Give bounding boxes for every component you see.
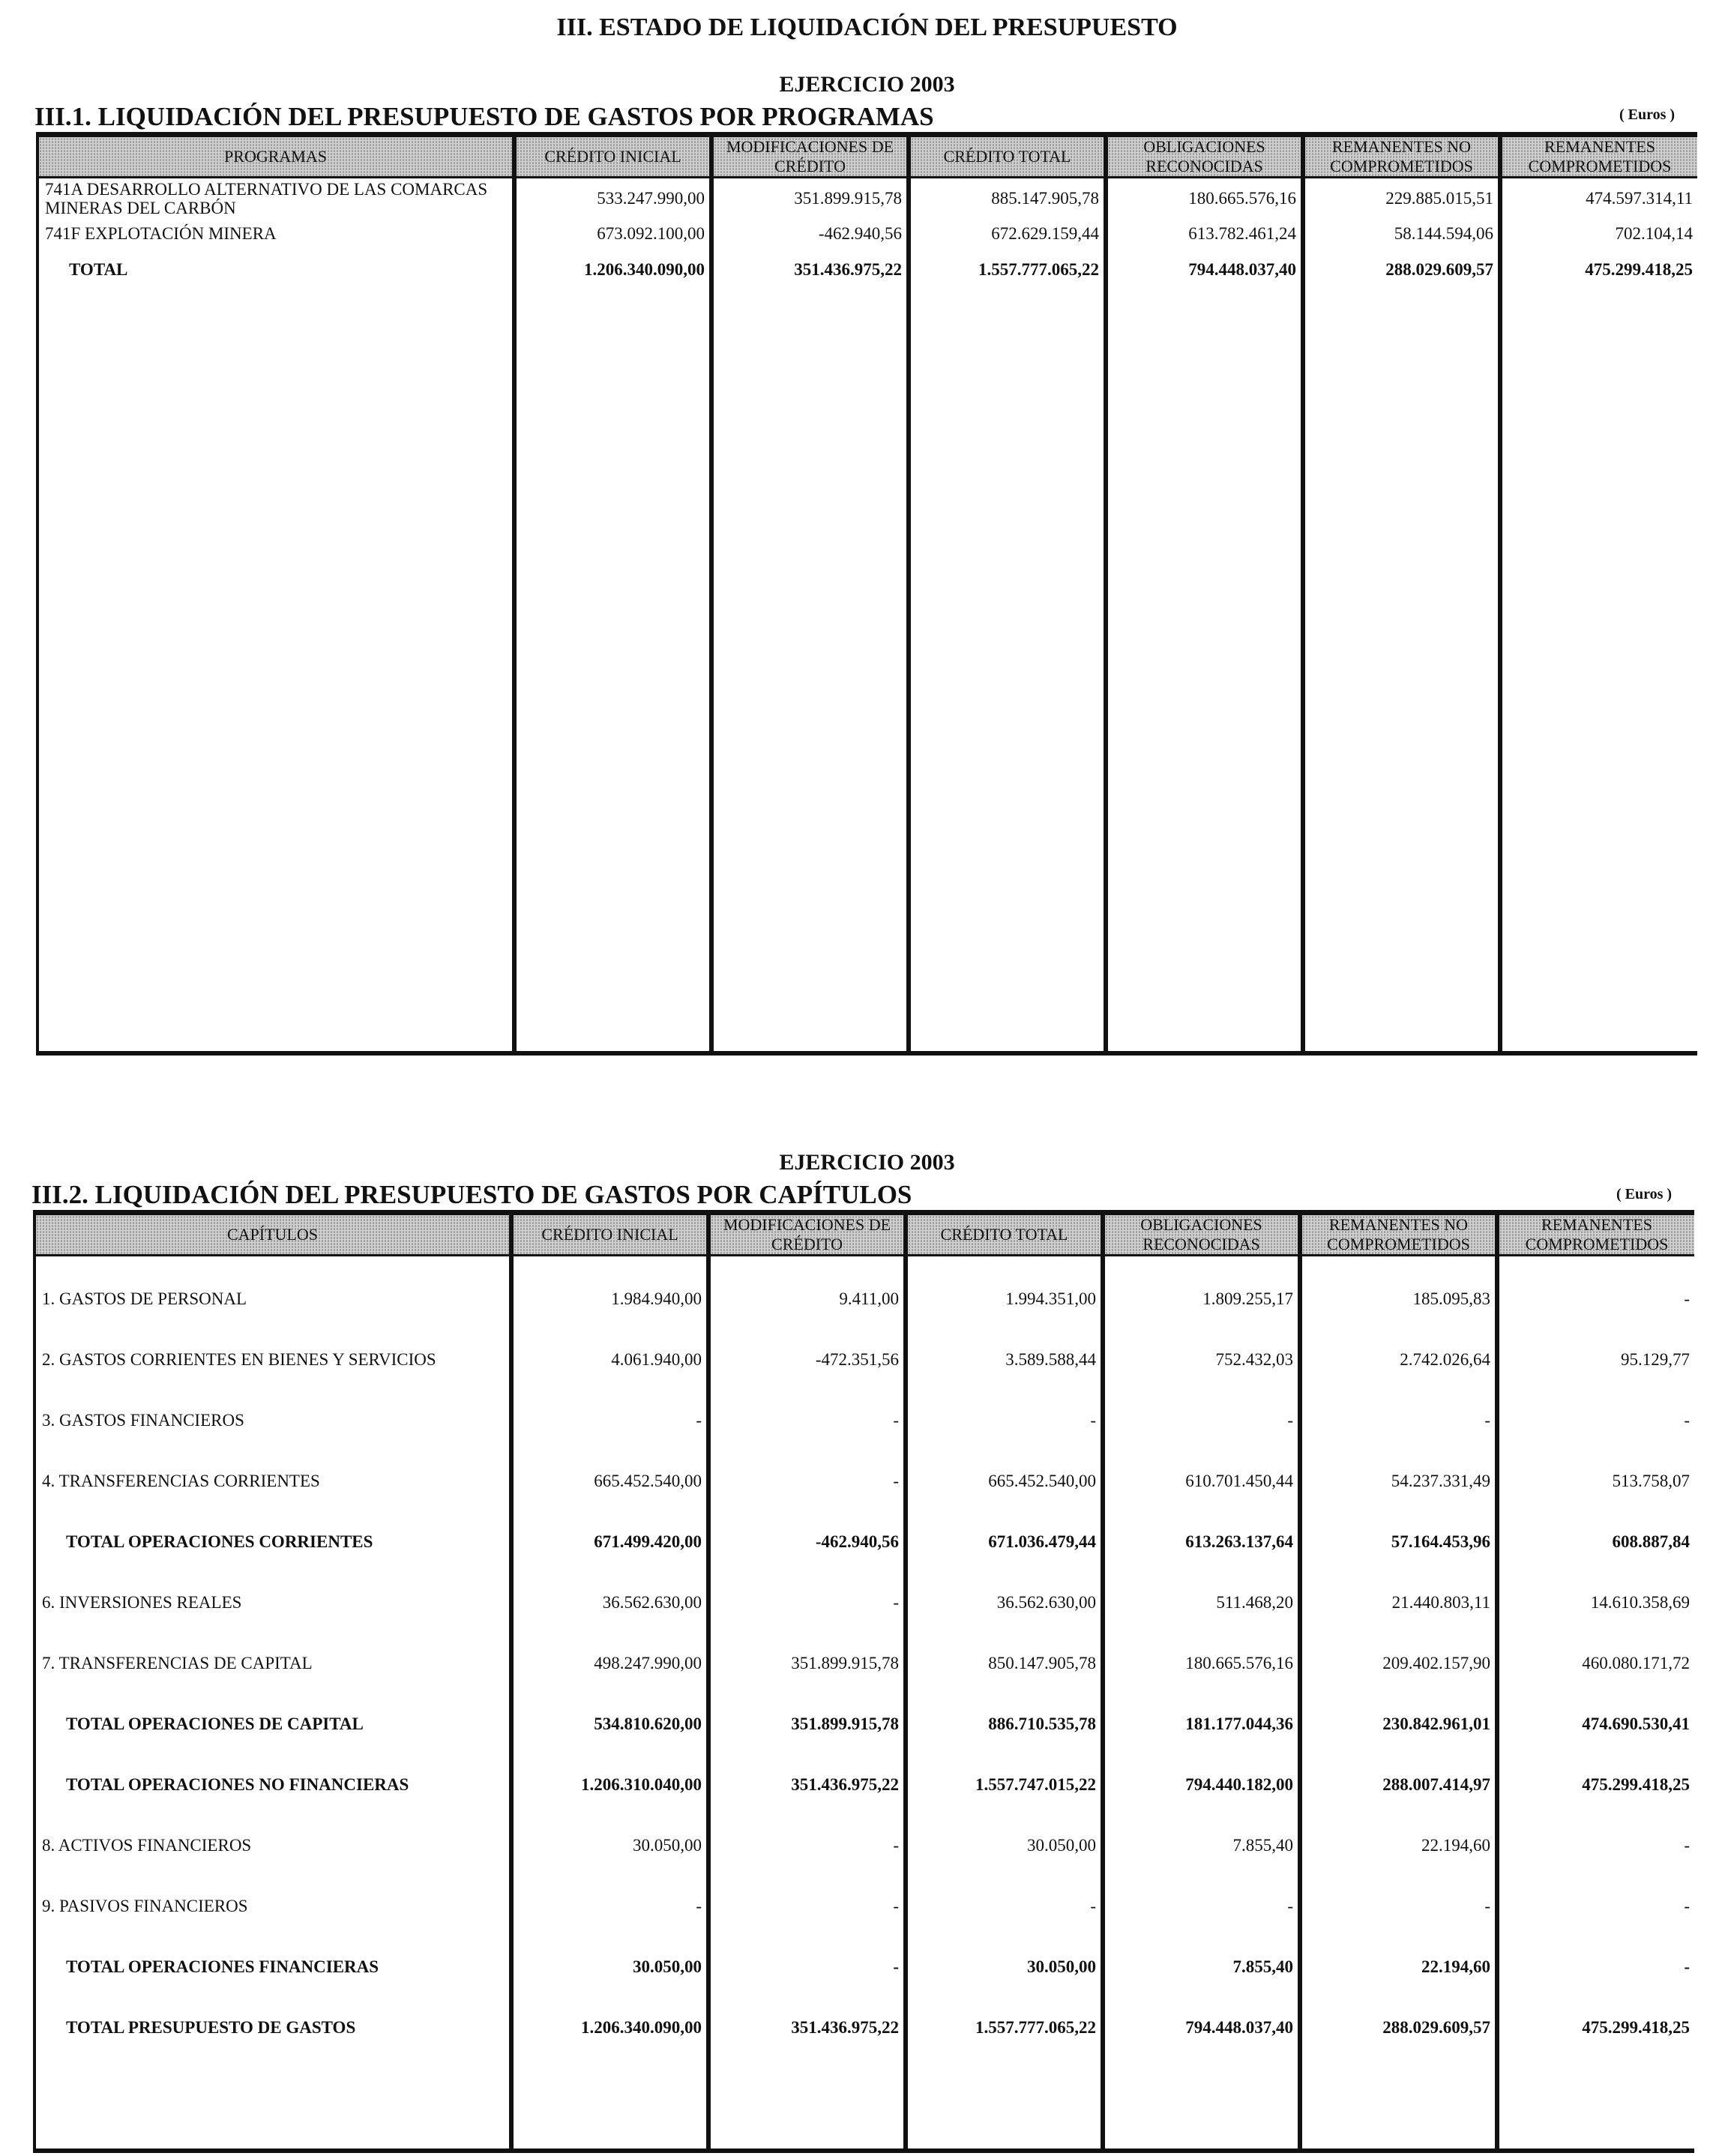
cell-credito-inicial: -	[511, 1391, 708, 1451]
cell-credito-inicial: 4.061.940,00	[511, 1330, 708, 1391]
cell-obligaciones: 794.440.182,00	[1103, 1755, 1300, 1816]
row-label: 741A DESARROLLO ALTERNATIVO DE LAS COMARCAS MINERAS DEL CARBÓN	[37, 178, 514, 220]
table-row	[34, 1816, 1694, 1876]
cell-credito-total: 671.036.479,44	[906, 1512, 1103, 1573]
total-row	[34, 1755, 1694, 1816]
header-obligaciones: OBLIGACIONES RECONOCIDAS	[1106, 135, 1303, 178]
cell-credito-total: 1.994.351,00	[906, 1269, 1103, 1330]
cell-modificaciones: 351.899.915,78	[708, 1694, 906, 1755]
programas-header-row	[37, 135, 1697, 178]
cell-modificaciones: -472.351,56	[708, 1330, 906, 1391]
cell-obligaciones: 610.701.450,44	[1103, 1451, 1300, 1512]
cell-modificaciones: -	[708, 1573, 906, 1633]
row-label: 2. GASTOS CORRIENTES EN BIENES Y SERVICIOS	[34, 1330, 511, 1391]
header-programas: PROGRAMAS	[37, 135, 514, 178]
section2-units: ( Euros )	[1616, 1186, 1673, 1202]
cell-remanentes-comprometidos: -	[1497, 1269, 1694, 1330]
programas-table	[36, 132, 1697, 1056]
cell-obligaciones: 180.665.576,16	[1103, 1633, 1300, 1694]
cell-credito-inicial: 1.206.340.090,00	[511, 1998, 708, 2059]
table-row	[34, 1451, 1694, 1512]
cell-remanentes-comprometidos: 475.299.418,25	[1497, 1998, 1694, 2059]
cell-modificaciones: -462.940,56	[711, 220, 909, 248]
cell-credito-total: 850.147.905,78	[906, 1633, 1103, 1694]
cell-remanentes-comprometidos: 608.887,84	[1497, 1512, 1694, 1573]
cell-obligaciones: -	[1103, 1391, 1300, 1451]
cell-remanentes-comprometidos: 460.080.171,72	[1497, 1633, 1694, 1694]
cell-remanentes-no-comprometidos: 288.029.609,57	[1300, 1998, 1497, 2059]
cell-remanentes-comprometidos: 474.597.314,11	[1500, 178, 1697, 220]
total-row	[34, 1998, 1694, 2059]
cell-obligaciones: 180.665.576,16	[1106, 178, 1303, 220]
section1-units: ( Euros )	[1619, 106, 1676, 123]
total-row	[34, 1694, 1694, 1755]
cell-remanentes-comprometidos: 702.104,14	[1500, 220, 1697, 248]
cell-credito-total: 1.557.777.065,22	[909, 248, 1106, 292]
cell-remanentes-no-comprometidos: 288.029.609,57	[1303, 248, 1500, 292]
section2-ejercicio: EJERCICIO 2003	[779, 1150, 955, 1175]
cell-modificaciones: 351.899.915,78	[711, 178, 909, 220]
total-row	[34, 1937, 1694, 1998]
section1-ejercicio: EJERCICIO 2003	[779, 72, 955, 97]
cell-credito-inicial: 1.984.940,00	[511, 1269, 708, 1330]
row-label: 7. TRANSFERENCIAS DE CAPITAL	[34, 1633, 511, 1694]
cell-credito-total: 30.050,00	[906, 1816, 1103, 1876]
cell-credito-inicial: 30.050,00	[511, 1937, 708, 1998]
row-label: 741F EXPLOTACIÓN MINERA	[37, 220, 514, 248]
cell-credito-inicial: 1.206.310.040,00	[511, 1755, 708, 1816]
cell-modificaciones: -	[708, 1876, 906, 1937]
cell-modificaciones: 351.436.975,22	[708, 1998, 906, 2059]
cell-credito-total: -	[906, 1876, 1103, 1937]
cell-obligaciones: 794.448.037,40	[1103, 1998, 1300, 2059]
cell-modificaciones: -462.940,56	[708, 1512, 906, 1573]
capitulos-body	[34, 1256, 1694, 2152]
row-label: TOTAL OPERACIONES CORRIENTES	[34, 1512, 511, 1573]
row-label: 6. INVERSIONES REALES	[34, 1573, 511, 1633]
total-row	[37, 248, 1697, 292]
cell-remanentes-no-comprometidos: 229.885.015,51	[1303, 178, 1500, 220]
cell-obligaciones: 794.448.037,40	[1106, 248, 1303, 292]
cell-credito-inicial: -	[511, 1876, 708, 1937]
header-modificaciones: MODIFICACIONES DE CRÉDITO	[708, 1213, 906, 1256]
table-row	[37, 220, 1697, 248]
row-label: 9. PASIVOS FINANCIEROS	[34, 1876, 511, 1937]
cell-credito-total: 1.557.777.065,22	[906, 1998, 1103, 2059]
cell-remanentes-comprometidos: 475.299.418,25	[1500, 248, 1697, 292]
cell-modificaciones: 351.899.915,78	[708, 1633, 906, 1694]
header-credito-inicial: CRÉDITO INICIAL	[511, 1213, 708, 1256]
cell-remanentes-no-comprometidos: 58.144.594,06	[1303, 220, 1500, 248]
cell-remanentes-no-comprometidos: 21.440.803,11	[1300, 1573, 1497, 1633]
section1-title: III.1. LIQUIDACIÓN DEL PRESUPUESTO DE GASTOS POR PROGRAMAS	[34, 102, 934, 131]
cell-credito-inicial: 665.452.540,00	[511, 1451, 708, 1512]
cell-credito-inicial: 534.810.620,00	[511, 1694, 708, 1755]
cell-remanentes-no-comprometidos: 54.237.331,49	[1300, 1451, 1497, 1512]
capitulos-header-row	[34, 1213, 1694, 1256]
header-modificaciones: MODIFICACIONES DE CRÉDITO	[711, 135, 909, 178]
cell-obligaciones: 752.432,03	[1103, 1330, 1300, 1391]
cell-remanentes-comprometidos: 475.299.418,25	[1497, 1755, 1694, 1816]
document-title: III. ESTADO DE LIQUIDACIÓN DEL PRESUPUESTO	[556, 13, 1178, 41]
row-label: TOTAL	[37, 248, 514, 292]
cell-credito-inicial: 36.562.630,00	[511, 1573, 708, 1633]
cell-remanentes-comprometidos: -	[1497, 1391, 1694, 1451]
cell-credito-total: 886.710.535,78	[906, 1694, 1103, 1755]
row-label: TOTAL OPERACIONES NO FINANCIERAS	[34, 1755, 511, 1816]
cell-remanentes-no-comprometidos: 230.842.961,01	[1300, 1694, 1497, 1755]
cell-obligaciones: 7.855,40	[1103, 1816, 1300, 1876]
cell-modificaciones: -	[708, 1451, 906, 1512]
header-credito-total: CRÉDITO TOTAL	[909, 135, 1106, 178]
row-label: 8. ACTIVOS FINANCIEROS	[34, 1816, 511, 1876]
header-remanentes-comprometidos: REMANENTES COMPROMETIDOS	[1500, 135, 1697, 178]
cell-modificaciones: -	[708, 1391, 906, 1451]
cell-credito-total: 672.629.159,44	[909, 220, 1106, 248]
cell-obligaciones: 7.855,40	[1103, 1937, 1300, 1998]
cell-remanentes-comprometidos: 474.690.530,41	[1497, 1694, 1694, 1755]
cell-remanentes-comprometidos: -	[1497, 1816, 1694, 1876]
filler-row	[37, 292, 1697, 1054]
cell-credito-total: -	[906, 1391, 1103, 1451]
table-row	[34, 1269, 1694, 1330]
table-row	[34, 1633, 1694, 1694]
cell-credito-total: 665.452.540,00	[906, 1451, 1103, 1512]
cell-credito-total: 885.147.905,78	[909, 178, 1106, 220]
row-label: TOTAL PRESUPUESTO DE GASTOS	[34, 1998, 511, 2059]
cell-credito-inicial: 1.206.340.090,00	[514, 248, 711, 292]
cell-remanentes-no-comprometidos: 22.194,60	[1300, 1937, 1497, 1998]
row-label: 3. GASTOS FINANCIEROS	[34, 1391, 511, 1451]
header-obligaciones: OBLIGACIONES RECONOCIDAS	[1103, 1213, 1300, 1256]
cell-credito-inicial: 671.499.420,00	[511, 1512, 708, 1573]
cell-remanentes-comprometidos: -	[1497, 1876, 1694, 1937]
header-remanentes-no-comprometidos: REMANENTES NO COMPROMETIDOS	[1303, 135, 1500, 178]
row-label: TOTAL OPERACIONES FINANCIERAS	[34, 1937, 511, 1998]
cell-obligaciones: 181.177.044,36	[1103, 1694, 1300, 1755]
cell-obligaciones: -	[1103, 1876, 1300, 1937]
cell-remanentes-no-comprometidos: -	[1300, 1876, 1497, 1937]
cell-remanentes-no-comprometidos: -	[1300, 1391, 1497, 1451]
cell-credito-inicial: 533.247.990,00	[514, 178, 711, 220]
cell-credito-inicial: 673.092.100,00	[514, 220, 711, 248]
table-row	[37, 178, 1697, 220]
section2-title: III.2. LIQUIDACIÓN DEL PRESUPUESTO DE GASTOS POR CAPÍTULOS	[31, 1180, 912, 1209]
cell-remanentes-comprometidos: -	[1497, 1937, 1694, 1998]
header-credito-inicial: CRÉDITO INICIAL	[514, 135, 711, 178]
cell-credito-total: 1.557.747.015,22	[906, 1755, 1103, 1816]
cell-modificaciones: -	[708, 1937, 906, 1998]
row-label: 4. TRANSFERENCIAS CORRIENTES	[34, 1451, 511, 1512]
header-remanentes-comprometidos: REMANENTES COMPROMETIDOS	[1497, 1213, 1694, 1256]
cell-modificaciones: 9.411,00	[708, 1269, 906, 1330]
cell-credito-total: 30.050,00	[906, 1937, 1103, 1998]
cell-credito-total: 36.562.630,00	[906, 1573, 1103, 1633]
table-row	[34, 1573, 1694, 1633]
cell-remanentes-no-comprometidos: 2.742.026,64	[1300, 1330, 1497, 1391]
cell-modificaciones: 351.436.975,22	[711, 248, 909, 292]
cell-modificaciones: 351.436.975,22	[708, 1755, 906, 1816]
cell-remanentes-comprometidos: 513.758,07	[1497, 1451, 1694, 1512]
cell-obligaciones: 511.468,20	[1103, 1573, 1300, 1633]
cell-remanentes-no-comprometidos: 288.007.414,97	[1300, 1755, 1497, 1816]
cell-credito-total: 3.589.588,44	[906, 1330, 1103, 1391]
cell-credito-inicial: 498.247.990,00	[511, 1633, 708, 1694]
cell-remanentes-comprometidos: 14.610.358,69	[1497, 1573, 1694, 1633]
table-row	[34, 1391, 1694, 1451]
cell-credito-inicial: 30.050,00	[511, 1816, 708, 1876]
cell-remanentes-comprometidos: 95.129,77	[1497, 1330, 1694, 1391]
cell-obligaciones: 1.809.255,17	[1103, 1269, 1300, 1330]
filler-row	[34, 2059, 1694, 2152]
cell-remanentes-no-comprometidos: 57.164.453,96	[1300, 1512, 1497, 1573]
header-remanentes-no-comprometidos: REMANENTES NO COMPROMETIDOS	[1300, 1213, 1497, 1256]
cell-remanentes-no-comprometidos: 209.402.157,90	[1300, 1633, 1497, 1694]
total-row	[34, 1512, 1694, 1573]
header-credito-total: CRÉDITO TOTAL	[906, 1213, 1103, 1256]
table-row	[34, 1876, 1694, 1937]
table-row	[34, 1330, 1694, 1391]
header-capitulos: CAPÍTULOS	[34, 1213, 511, 1256]
row-label: TOTAL OPERACIONES DE CAPITAL	[34, 1694, 511, 1755]
cell-remanentes-no-comprometidos: 22.194,60	[1300, 1816, 1497, 1876]
cell-obligaciones: 613.263.137,64	[1103, 1512, 1300, 1573]
spacer-row	[34, 1256, 1694, 1269]
capitulos-table	[33, 1210, 1694, 2153]
row-label: 1. GASTOS DE PERSONAL	[34, 1269, 511, 1330]
cell-modificaciones: -	[708, 1816, 906, 1876]
cell-remanentes-no-comprometidos: 185.095,83	[1300, 1269, 1497, 1330]
cell-obligaciones: 613.782.461,24	[1106, 220, 1303, 248]
